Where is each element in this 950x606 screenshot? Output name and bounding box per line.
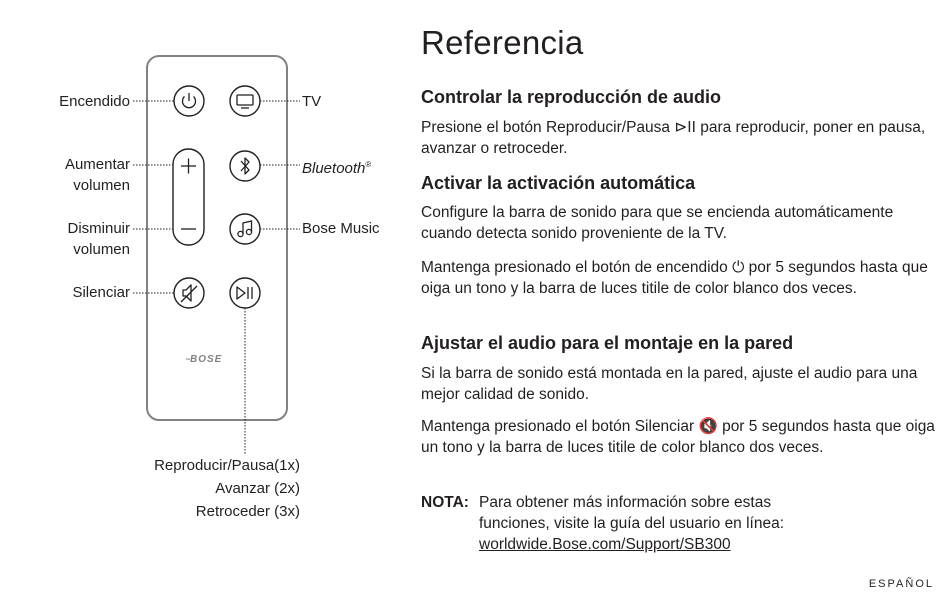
- section-heading-auto-wake: Activar la activación automática: [421, 173, 696, 193]
- play-pause-button: [230, 278, 260, 308]
- volume-down-label: [67, 218, 130, 260]
- volume-up-label-line1: Aumentar: [64, 156, 130, 173]
- registered-mark: ®: [365, 160, 372, 169]
- remote-body: [147, 56, 287, 420]
- language-footer: ESPAÑOL: [868, 578, 934, 590]
- caption-line-1: Reproducir/Pausa(1x): [154, 457, 300, 474]
- volume-down-label-line1: Disminuir: [67, 220, 130, 237]
- caption-line-3: Retroceder (3x): [195, 503, 300, 520]
- section-text-wall-mount-2: Mantenga presionado el botón Silenciar 🔇 por 5 segundos hasta que oiga un tono y la barra de luces titile de color blanco dos veces.: [421, 418, 935, 456]
- power-button: [174, 86, 204, 116]
- power-label: Encendido: [59, 93, 130, 110]
- bose-music-button: [230, 214, 260, 244]
- page-title: Referencia: [421, 24, 584, 61]
- note-body: [479, 492, 839, 555]
- bose-music-label: Bose Music: [302, 220, 380, 237]
- section-text-auto-wake-2: Mantenga presionado el botón de encendido ⏻ por 5 segundos hasta que oiga un tono y la barra de luces titile de color blanco dos veces.: [421, 259, 928, 297]
- bluetooth-label-text: Bluetooth: [302, 160, 366, 177]
- mute-label: Silenciar: [72, 284, 130, 301]
- bluetooth-button: [230, 151, 260, 181]
- note-text: Para obtener más información sobre estas funciones, visite la guía del usuario en línea:: [479, 494, 785, 532]
- section-heading-playback: Controlar la reproducción de audio: [421, 87, 722, 107]
- note-label: NOTA:: [421, 494, 469, 511]
- section-text-wall-mount-1: Si la barra de sonido está montada en la pared, ajuste el audio para una mejor calidad de sonido.: [421, 365, 918, 403]
- bluetooth-label: [302, 154, 371, 179]
- bose-logo: BOSE: [190, 354, 223, 365]
- section-heading-wall-mount: Ajustar el audio para el montaje en la pared: [421, 333, 794, 353]
- play-pause-caption: [154, 454, 300, 523]
- volume-rocker: [173, 149, 204, 245]
- volume-up-label: [65, 154, 130, 196]
- section-text-auto-wake-1: Configure la barra de sonido para que se encienda automáticamente cuando detecta sonido proveniente de la TV.: [421, 204, 894, 242]
- volume-down-label-line2: volumen: [73, 241, 130, 258]
- support-link[interactable]: worldwide.Bose.com/Support/SB300: [479, 536, 731, 553]
- tv-button: [230, 86, 260, 116]
- tv-label: TV: [302, 93, 322, 110]
- mute-button: [174, 278, 204, 308]
- caption-line-2: Avanzar (2x): [215, 480, 300, 497]
- section-text-playback: Presione el botón Reproducir/Pausa ⊳II para reproducir, poner en pausa, avanzar o retroceder.: [421, 119, 926, 157]
- volume-up-label-line2: volumen: [73, 177, 130, 194]
